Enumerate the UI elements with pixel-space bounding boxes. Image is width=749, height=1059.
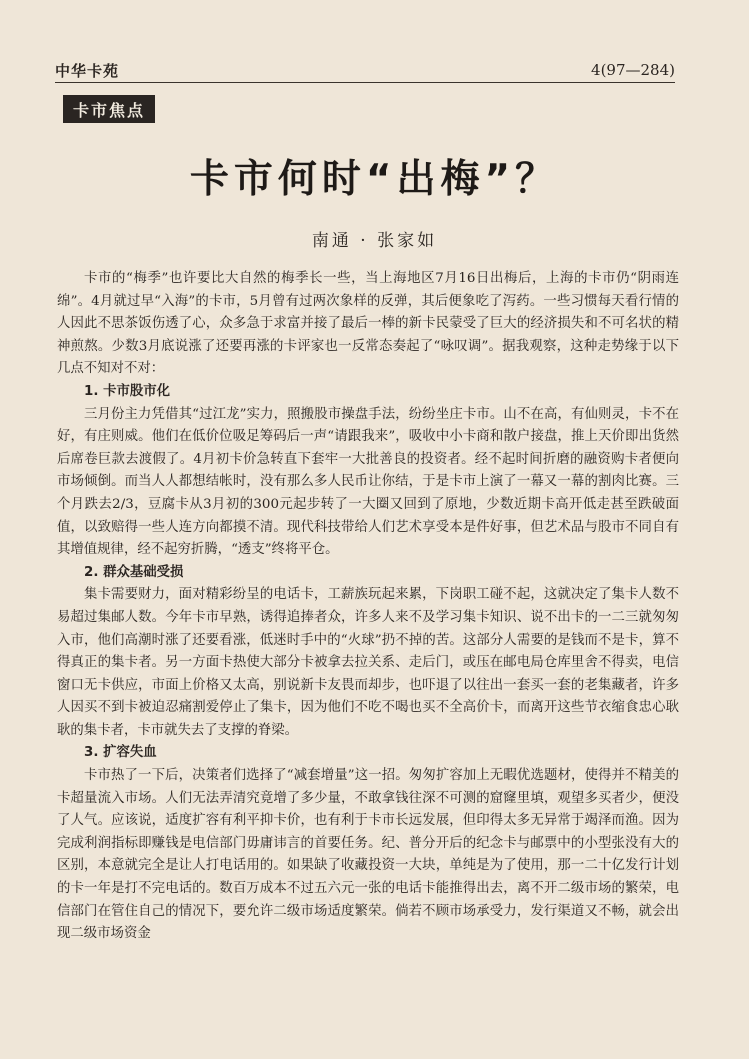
article-title: 卡市何时“出梅”？ bbox=[189, 157, 560, 202]
article-body bbox=[57, 268, 679, 946]
column-badge: 卡市焦点 bbox=[63, 95, 155, 123]
section-heading-2: 2. 群众基础受损 bbox=[84, 564, 184, 580]
section-heading-3: 3. 扩容失血 bbox=[84, 745, 157, 761]
article-author: 南通 · 张家如 bbox=[311, 231, 438, 251]
running-header bbox=[55, 56, 675, 83]
issue-number: 4(97—284) bbox=[591, 61, 675, 79]
section-paragraph-2: 集卡需要财力，面对精彩纷呈的电话卡，工薪族玩起来累，下岗职工碰不起，这就决定了集卡人数不易超过集邮人数。今年卡市早熟，诱得追捧者众，许多人来不及学习集卡知识、说不出卡的一二三就匆匆入市，他们高潮时涨了还要看涨，低迷时手中的“火球”扔不掉的苦。这部分人需要的是钱而不是卡，算不得真正的集卡者。另一方面卡热使大部分卡被拿去拉关系、走后门，或压在邮电局仓库里舍不得卖，电信窗口无卡供应，市面上价格又太高，别说新卡友畏而却步，也吓退了以往出一套买一套的老集藏者，许多人因买不到卡被迫忍痛割爱停止了集卡，因为他们不吃不喝也买不全高价卡，而离开这些节衣缩食忠心耿耿的集卡者，卡市就失去了支撑的脊梁。 bbox=[57, 587, 679, 738]
section-heading-1: 1. 卡市股市化 bbox=[84, 383, 171, 399]
magazine-name: 中华卡苑 bbox=[55, 62, 120, 80]
section-paragraph-3: 卡市热了一下后，决策者们选择了“减套增量”这一招。匆匆扩容加上无暇优选题材，使得并不精美的卡超量流入市场。人们无法弄清究竟增了多少量，不敢拿钱往深不可测的窟窿里填，观望多买者少，便没了人气。应该说，适度扩容有利平抑卡价，也有利于卡市长远发展，但印得太多无异常于竭泽而渔。因为完成利润指标即赚钱是电信部门毋庸讳言的首要任务。纪、普分开后的纪念卡与邮票中的小型张没有大的区别，本意就完全是让人打电话用的。如果缺了收藏投资一大块，单纯是为了使用，那一二十亿发行计划的卡一年是打不完电话的。数百万成本不过五六元一张的电话卡能推得出去，离不开二级市场的繁荣，电信部门在管住自己的情况下，要允许二级市场适度繁荣。倘若不顾市场承受力，发行渠道又不畅，就会出现二级市场资金 bbox=[57, 768, 679, 942]
intro-paragraph: 卡市的“梅季”也许要比大自然的梅季长一些，当上海地区7月16日出梅后，上海的卡市仍“阴雨连绵”。4月就过早“入海”的卡市，5月曾有过两次象样的反弹，其后便象吃了泻药。一些习惯每天看行情的人因此不思茶饭伤透了心，众多急于求富并接了最后一棒的新卡民蒙受了巨大的经济损失和不可名状的精神煎熬。少数3月底说涨了还要再涨的卡评家也一反常态奏起了“咏叹调”。据我观察，这种走势缘于以下几点不知对不对： bbox=[57, 271, 679, 377]
section-paragraph-1: 三月份主力凭借其“过江龙”实力，照搬股市操盘手法，纷纷坐庄卡市。山不在高，有仙则灵，卡不在好，有庄则威。他们在低价位吸足筹码后一声“请跟我来”，吸收中小卡商和散户接盘，推上天价即出货然后席卷巨款去渡假了。4月初卡价急转直下套牢一大批善良的投资者。经不起时间折磨的融资购卡者便向市场倾倒。而当人人都想结帐时，没有那么多人民币让你结，于是卡市上演了一幕又一幕的割肉比赛。三个月跌去2/3，豆腐卡从3月初的300元起步转了一大圈又回到了原地，少数近期卡高开低走甚至跌破面值，以致赔得一些人连方向都摸不清。现代科技带给人们艺术享受本是件好事，但艺术品与股市不同自有其增值规律，经不起穷折腾，“透支”终将平仓。 bbox=[57, 406, 679, 558]
